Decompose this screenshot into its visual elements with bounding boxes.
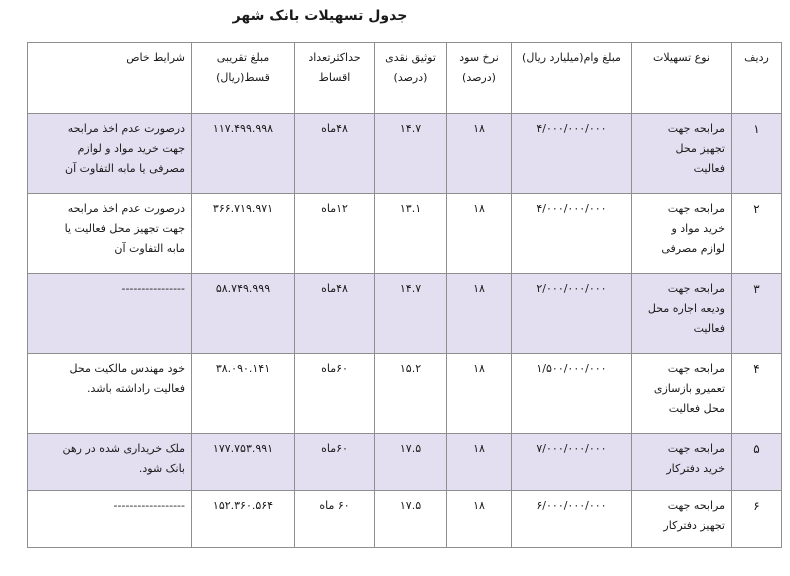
row-number-cell [732, 434, 782, 491]
rate-value: ۱۸ [473, 362, 485, 375]
installments-value: ۶۰ ماه [319, 499, 350, 512]
row-number-cell [732, 274, 782, 354]
rate-value: ۱۸ [473, 499, 485, 512]
type-line: خرید مواد و [671, 222, 725, 235]
row-number-cell [732, 491, 782, 548]
header-rate: نرخ سود (درصد) [447, 43, 512, 114]
installments-value: ۴۸ماه [321, 122, 348, 135]
payment-cell [192, 274, 295, 354]
conditions-cell [28, 274, 192, 354]
header-installments: حداکثرتعداد اقساط [295, 43, 375, 114]
type-line: فعالیت [693, 322, 725, 335]
installments-cell [295, 354, 375, 434]
table-row [28, 194, 782, 274]
amount-cell [512, 434, 632, 491]
conditions-line: جهت تجهیز محل فعالیت یا [64, 222, 185, 235]
facilities-table [27, 42, 782, 548]
type-line: خرید دفترکار [666, 462, 725, 475]
collateral-value: ۱۵.۲ [399, 362, 422, 375]
rate-cell [447, 491, 512, 548]
collateral-cell [375, 491, 447, 548]
conditions-line: درصورت عدم اخذ مرابحه [67, 122, 185, 135]
rate-cell [447, 434, 512, 491]
row-number-cell [732, 114, 782, 194]
collateral-cell [375, 354, 447, 434]
amount-value: ۲/۰۰۰/۰۰۰/۰۰۰ [536, 282, 607, 295]
amount-value: ۶/۰۰۰/۰۰۰/۰۰۰ [536, 499, 607, 512]
amount-value: ۴/۰۰۰/۰۰۰/۰۰۰ [536, 122, 607, 135]
payment-value: ۵۸.۷۴۹.۹۹۹ [215, 282, 271, 295]
installments-cell [295, 434, 375, 491]
type-line: مرابحه جهت [667, 362, 725, 375]
header-conditions: شرایط خاص [28, 43, 192, 114]
conditions-line: درصورت عدم اخذ مرابحه [67, 202, 185, 215]
type-line: مرابحه جهت [667, 499, 725, 512]
amount-cell [512, 194, 632, 274]
type-line: تعمیرو بازسازی [653, 382, 725, 395]
type-line: مرابحه جهت [667, 122, 725, 135]
table-row [28, 491, 782, 548]
conditions-line: خود مهندس مالکیت محل [69, 362, 185, 375]
installments-cell [295, 491, 375, 548]
row-number: ۶ [753, 499, 760, 513]
payment-cell [192, 434, 295, 491]
payment-cell [192, 491, 295, 548]
conditions-cell [28, 354, 192, 434]
installments-cell [295, 194, 375, 274]
table-row [28, 434, 782, 491]
type-line: فعالیت [693, 162, 725, 175]
amount-cell [512, 114, 632, 194]
payment-cell [192, 194, 295, 274]
installments-value: ۶۰ماه [321, 442, 348, 455]
type-line: تجهیز دفترکار [663, 519, 725, 532]
amount-value: ۱/۵۰۰/۰۰۰/۰۰۰ [536, 362, 607, 375]
rate-cell [447, 114, 512, 194]
row-number: ۱ [753, 122, 760, 136]
table-row [28, 354, 782, 434]
type-cell [632, 434, 732, 491]
collateral-value: ۱۴.۷ [399, 122, 422, 135]
type-cell [632, 114, 732, 194]
collateral-cell [375, 434, 447, 491]
payment-value: ۳۶۶.۷۱۹.۹۷۱ [212, 202, 274, 215]
amount-cell [512, 354, 632, 434]
type-cell [632, 194, 732, 274]
conditions-cell [28, 434, 192, 491]
conditions-line: بانک شود. [138, 462, 185, 475]
rate-value: ۱۸ [473, 122, 485, 135]
type-line: لوازم مصرفی [661, 242, 725, 255]
header-type: نوع تسهیلات [632, 43, 732, 114]
row-number-cell [732, 194, 782, 274]
type-cell [632, 274, 732, 354]
rate-value: ۱۸ [473, 282, 485, 295]
type-line: محل فعالیت [668, 402, 725, 415]
amount-cell [512, 491, 632, 548]
rate-value: ۱۸ [473, 202, 485, 215]
rate-cell [447, 354, 512, 434]
row-number: ۳ [753, 282, 760, 296]
installments-value: ۶۰ماه [321, 362, 348, 375]
amount-cell [512, 274, 632, 354]
conditions-line: ملک خریداری شده در رهن [62, 442, 185, 455]
header-row-number: ردیف [732, 43, 782, 114]
collateral-cell [375, 114, 447, 194]
collateral-cell [375, 194, 447, 274]
row-number-cell [732, 354, 782, 434]
rate-cell [447, 194, 512, 274]
rate-cell [447, 274, 512, 354]
conditions-line: فعالیت راداشته باشد. [86, 382, 185, 395]
row-number: ۴ [753, 362, 760, 376]
type-cell [632, 491, 732, 548]
amount-value: ۷/۰۰۰/۰۰۰/۰۰۰ [536, 442, 607, 455]
conditions-line: مصرفی یا مابه التفاوت آن [65, 162, 185, 175]
collateral-cell [375, 274, 447, 354]
conditions-cell [28, 491, 192, 548]
payment-value: ۳۸.۰۹۰.۱۴۱ [215, 362, 271, 375]
collateral-value: ۱۳.۱ [399, 202, 422, 215]
payment-value: ۱۷۷.۷۵۳.۹۹۱ [212, 442, 274, 455]
collateral-value: ۱۴.۷ [399, 282, 422, 295]
header-amount: مبلغ وام(میلیارد ریال) [512, 43, 632, 114]
conditions-cell [28, 194, 192, 274]
rate-value: ۱۸ [473, 442, 485, 455]
type-cell [632, 354, 732, 434]
payment-value: ۱۱۷.۴۹۹.۹۹۸ [212, 122, 274, 135]
collateral-value: ۱۷.۵ [399, 442, 422, 455]
type-line: مرابحه جهت [667, 442, 725, 455]
collateral-value: ۱۷.۵ [399, 499, 422, 512]
conditions-line: ------------------ [113, 499, 185, 512]
table-row [28, 274, 782, 354]
page-title: جدول تسهیلات بانک شهر [232, 8, 408, 24]
type-line: تجهیز محل [675, 142, 725, 155]
installments-cell [295, 274, 375, 354]
conditions-cell [28, 114, 192, 194]
row-number: ۵ [753, 442, 760, 456]
conditions-line: جهت خرید مواد و لوازم [77, 142, 185, 155]
table-row [28, 114, 782, 194]
type-line: ودیعه اجاره محل [647, 302, 725, 315]
row-number: ۲ [753, 202, 760, 216]
installments-value: ۴۸ماه [321, 282, 348, 295]
payment-cell [192, 114, 295, 194]
type-line: مرابحه جهت [667, 202, 725, 215]
conditions-line: ---------------- [121, 282, 185, 295]
payment-value: ۱۵۲.۳۶۰.۵۶۴ [212, 499, 274, 512]
installments-value: ۱۲ماه [321, 202, 348, 215]
amount-value: ۴/۰۰۰/۰۰۰/۰۰۰ [536, 202, 607, 215]
conditions-line: مابه التفاوت آن [114, 242, 185, 255]
header-collateral: توثیق نقدی (درصد) [375, 43, 447, 114]
header-payment: مبلغ تقریبی قسط(ریال) [192, 43, 295, 114]
installments-cell [295, 114, 375, 194]
type-line: مرابحه جهت [667, 282, 725, 295]
header-row [28, 43, 782, 114]
payment-cell [192, 354, 295, 434]
